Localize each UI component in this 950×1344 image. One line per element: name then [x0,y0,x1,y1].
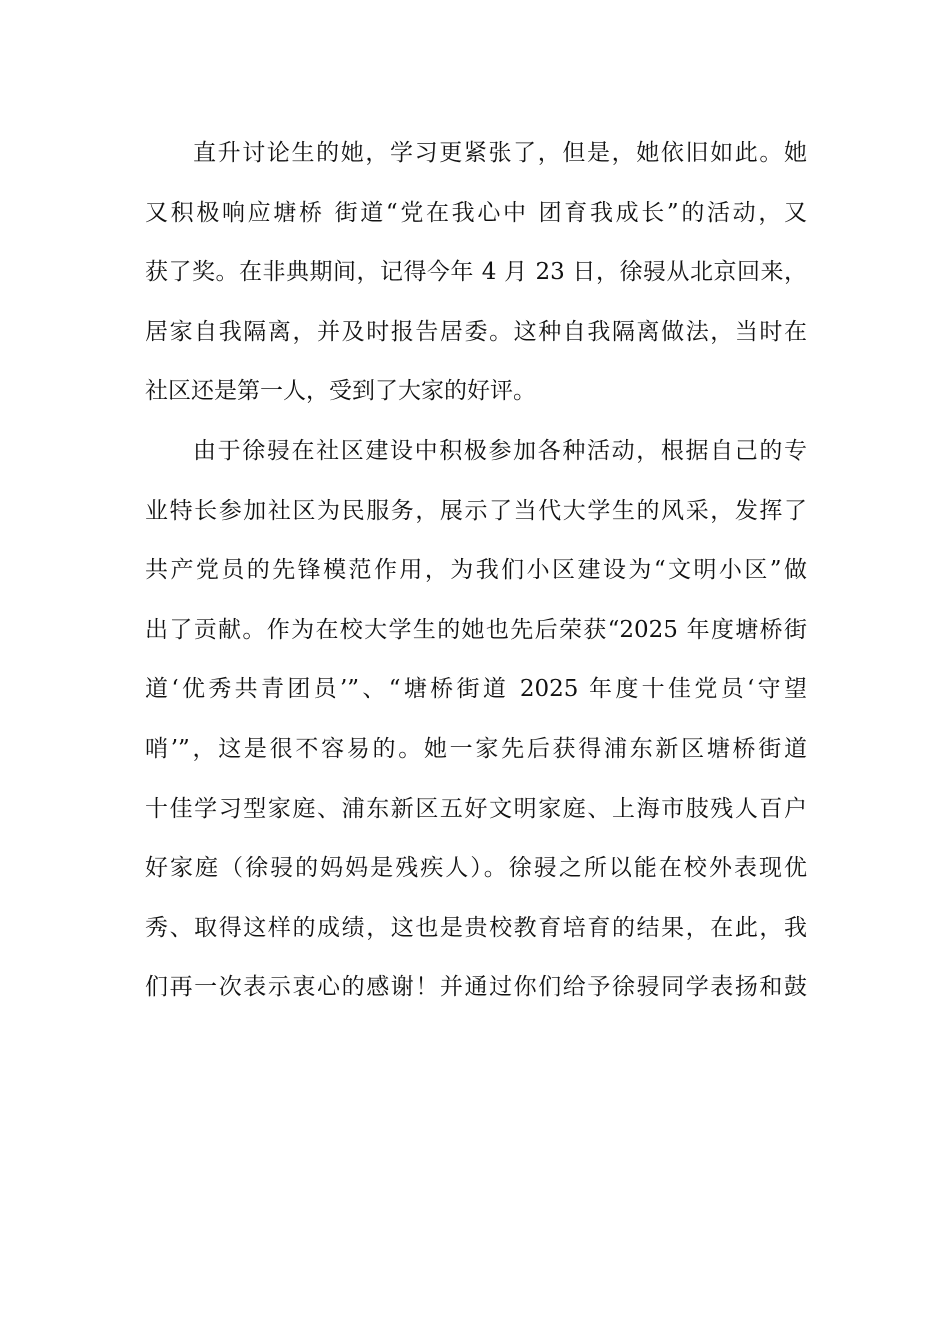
text-line: 又积极响应塘桥 街道“党在我心中 团育我成长”的活动，又 [145,199,807,226]
paragraph-2 [145,426,807,1022]
text-line: 直升讨论生的她，学习更紧张了，但是，她依旧如此。她 [193,140,807,166]
text-line: 获了奖。在非典期间，记得今年 4 月 23 日，徐骎从北京回来， [145,259,807,286]
text-line: 秀、取得这样的成绩，这也是贵校教育培育的结果，在此，我 [145,914,807,941]
text-line: 哨’”，这是很不容易的。她一家先后获得浦东新区塘桥街道 [145,735,807,762]
document-body [145,128,807,1022]
text-line: 道‘优秀共青团员’”、“塘桥街道 2025 年度十佳党员‘守望 [145,676,807,703]
text-line: 居家自我隔离，并及时报告居委。这种自我隔离做法，当时在 [145,318,807,345]
text-line: 十佳学习型家庭、浦东新区五好文明家庭、上海市肢残人百户 [145,795,807,822]
text-line: 们再一次表示衷心的感谢！并通过你们给予徐骎同学表扬和鼓 [145,974,807,1001]
text-line: 社区还是第一人，受到了大家的好评。 [145,378,536,405]
text-line: 业特长参加社区为民服务，展示了当代大学生的风采，发挥了 [145,497,807,524]
text-line: 好家庭（徐骎的妈妈是残疾人）。徐骎之所以能在校外表现优 [145,855,807,882]
text-line: 出了贡献。作为在校大学生的她也先后荣获“2025 年度塘桥街 [145,616,807,643]
text-line: 共产党员的先锋模范作用，为我们小区建设为“文明小区”做 [145,557,807,584]
text-line: 由于徐骎在社区建设中积极参加各种活动，根据自己的专 [193,437,807,464]
paragraph-1 [145,128,807,426]
